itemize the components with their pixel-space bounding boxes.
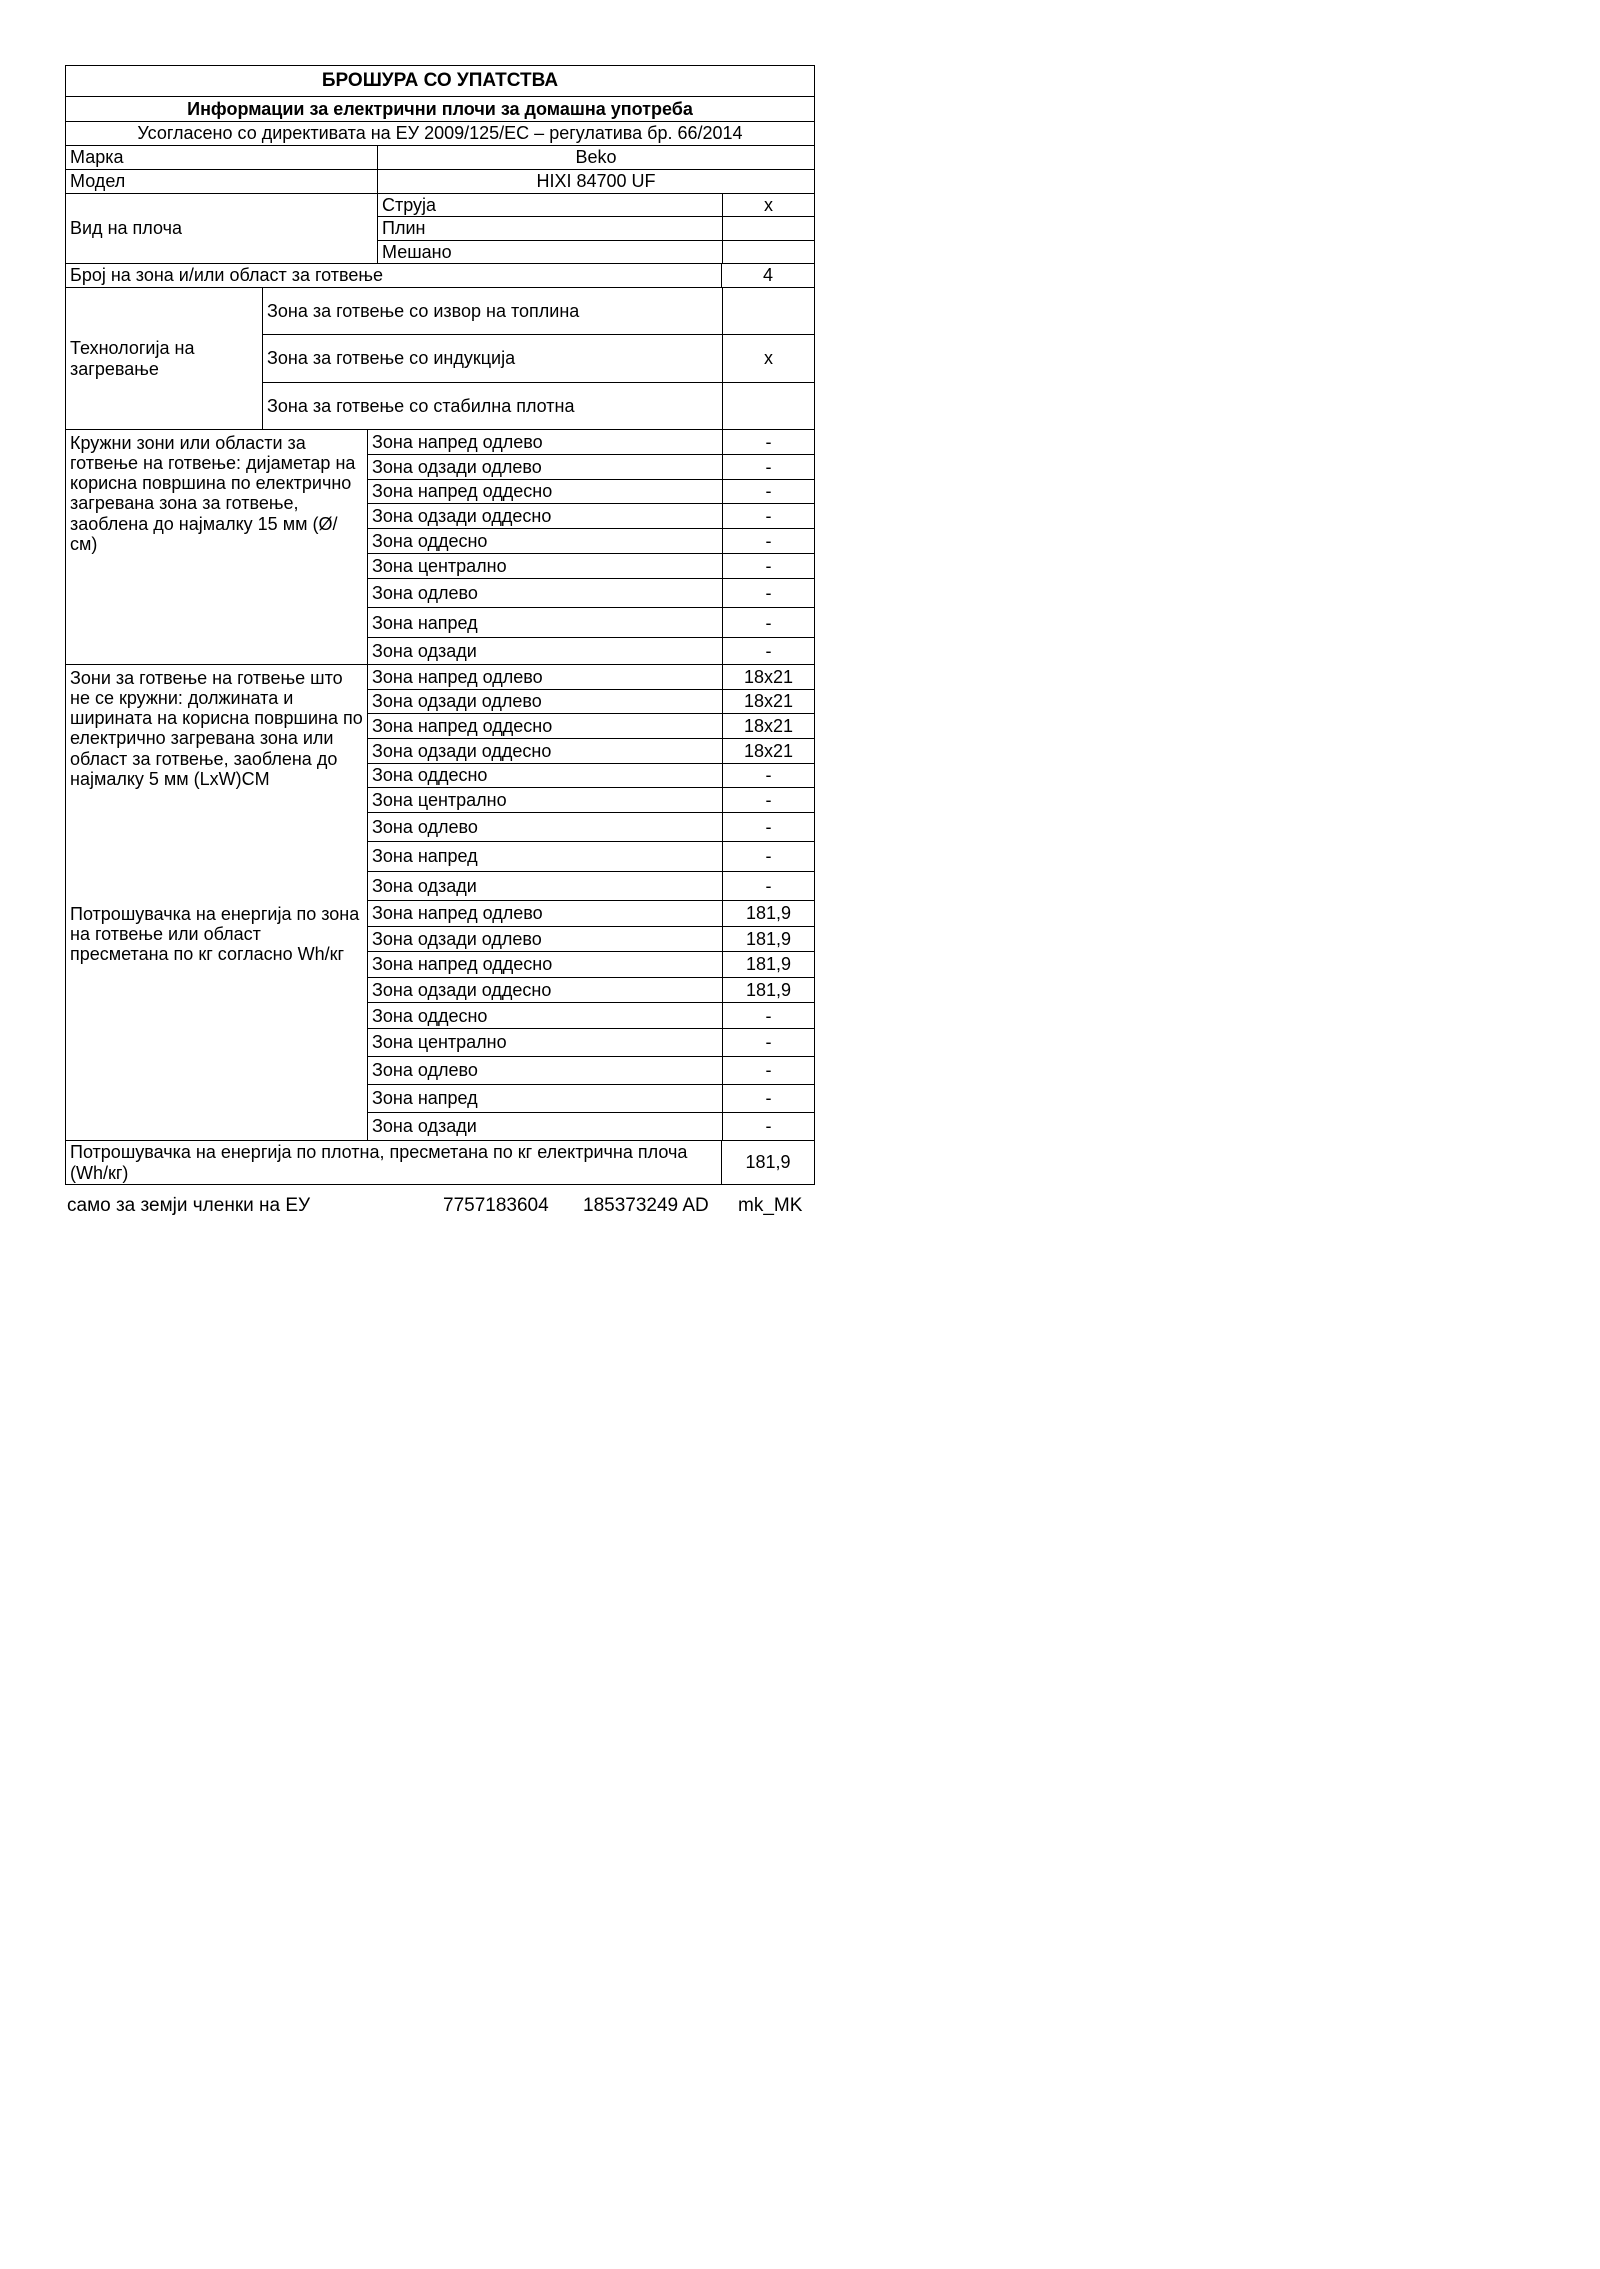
zone-name: Зона оддесно [372,1005,488,1026]
hob-type-option-value [722,217,814,239]
zone-value: - [722,638,814,664]
hob-type-label: Вид на плоча [70,218,182,239]
zone-row [368,713,814,738]
zone-value: - [722,1057,814,1084]
zone-name: Зона напред [372,612,478,633]
hob-type-option-name: Мешано [382,241,452,262]
zone-value: - [722,1029,814,1056]
zone-name: Зона централно [372,555,507,576]
heating-tech-option-name: Зона за готвење со извор на топлина [267,301,580,322]
zone-row [368,951,814,977]
zone-row [368,841,814,870]
hob-type-option-name: Плин [382,218,426,239]
page-title: БРОШУРА СО УПАТСТВА [321,70,559,92]
zone-row [368,1084,814,1112]
footer-locale: mk_MK [738,1195,803,1216]
zone-row [368,763,814,788]
zone-value: 181,9 [722,952,814,977]
zone-row [368,430,814,454]
noncircular-zones-rows [367,665,814,901]
zone-row [368,1028,814,1056]
directive-row [65,122,815,146]
zone-value: 18x21 [722,665,814,689]
zones-count-label: Број на зона и/или област за готвење [70,265,384,286]
zone-value: 18x21 [722,739,814,763]
zone-row [368,689,814,714]
energy-hob-label: Потрошувачка на енергија по плотна, пресметана по кг електрична плоча (Wh/кг) [70,1142,688,1183]
circular-zones-rows [367,430,814,664]
zone-value: 18x21 [722,714,814,738]
zone-value: - [722,764,814,788]
zone-value: - [722,1113,814,1140]
zone-name: Зона одзади одлево [372,691,542,712]
zone-value: - [722,1085,814,1112]
hob-type-option [378,216,814,239]
zone-name: Зона напред оддесно [372,954,553,975]
footer-code-1: 7757183604 [443,1195,549,1216]
directive-text: Усогласено со директивата на ЕУ 2009/125/ЕС – регулатива бр. 66/2014 [137,123,743,144]
zone-row [368,871,814,900]
zone-value: - [722,608,814,637]
circular-zones-label: Кружни зони или области за готвење на готвење: дијаметар на корисна површина по електрично загревана зона за готвење, заоблена до најмалку 15 мм (Ø/см) [70,433,356,554]
zone-name: Зона одзади [372,640,477,661]
hob-type-option-value: x [722,194,814,216]
zones-count-value: 4 [721,264,814,287]
page-subtitle: Информации за електрични плочи за домашна употреба [187,98,693,119]
zone-value: - [722,430,814,454]
energy-zones-rows [367,901,814,1140]
subtitle-row [65,97,815,122]
hob-type-option-value [722,241,814,263]
zone-row [368,553,814,578]
zone-value: - [722,813,814,841]
zone-row [368,479,814,504]
hob-type-row [65,194,815,264]
zone-name: Зона напред [372,846,478,867]
zone-value: - [722,842,814,870]
heating-tech-option [263,288,814,334]
zone-name: Зона оддесно [372,765,488,786]
brand-label: Марка [70,147,124,168]
zone-name: Зона централно [372,1032,507,1053]
model-value: HIXI 84700 UF [377,170,814,193]
zone-row [368,926,814,952]
heating-tech-option [263,382,814,429]
brand-row [65,146,815,170]
zone-row [368,528,814,553]
zone-name: Зона напред [372,1088,478,1109]
heating-tech-label: Технологија на загревање [70,338,195,379]
zone-name: Зона одзади [372,875,477,896]
zone-name: Зона напред одлево [372,903,543,924]
zone-name: Зона напред одлево [372,431,543,452]
zone-name: Зона напред оддесно [372,716,553,737]
zone-value: 181,9 [722,927,814,952]
energy-zones-label: Потрошувачка на енергија по зона на готвење или област пресметана по кг согласно Wh/кг [70,904,360,965]
footer-note: само за земји членки на ЕУ [67,1195,311,1216]
zone-value: 181,9 [722,901,814,926]
zone-value: - [722,872,814,900]
model-row [65,170,815,194]
zone-name: Зона одзади оддесно [372,740,552,761]
heating-tech-option-value: x [722,335,814,381]
zone-row [368,454,814,479]
zone-row [368,1002,814,1028]
zone-value: - [722,480,814,504]
zone-row [368,503,814,528]
circular-zones-group [65,430,815,665]
zone-value: 181,9 [722,978,814,1003]
zone-value: - [722,579,814,608]
zone-row [368,787,814,812]
zone-value: - [722,455,814,479]
zone-row [368,637,814,664]
zone-row [368,812,814,841]
zone-name: Зона напред оддесно [372,481,553,502]
zone-value: - [722,1003,814,1028]
zone-row [368,977,814,1003]
energy-hob-row [65,1141,815,1185]
heating-tech-option [263,334,814,381]
title-row [65,65,815,97]
zone-name: Зона одлево [372,582,478,603]
footer-code-2: 185373249 AD [583,1195,709,1216]
zone-value: - [722,554,814,578]
noncircular-zones-label: Зони за готвење на готвење што не се кружни: должината и ширината на корисна површина по електрично загревана зона или област за готвење, заоблена до најмалку 5 мм (LxW)CM [70,668,363,789]
heating-tech-option-name: Зона за готвење со стабилна плотна [267,395,575,416]
heating-tech-options [262,288,814,429]
zone-row [368,607,814,637]
energy-zones-group [65,901,815,1141]
footer [65,1195,815,1216]
heating-tech-row [65,288,815,430]
zone-name: Зона централно [372,789,507,810]
zone-row [368,1112,814,1140]
zone-value: - [722,504,814,528]
energy-hob-value: 181,9 [721,1141,814,1184]
zone-name: Зона одлево [372,1060,478,1081]
heating-tech-option-value [722,288,814,334]
zone-name: Зона одзади одлево [372,928,542,949]
zone-row [368,738,814,763]
heating-tech-option-name: Зона за готвење со индукција [267,348,516,369]
zone-name: Зона оддесно [372,531,488,551]
zone-name: Зона одзади оддесно [372,506,552,527]
brand-value: Beko [377,146,814,169]
model-label: Модел [70,171,126,192]
zone-row [368,578,814,608]
hob-type-option [378,194,814,216]
zone-value: - [722,788,814,812]
zone-name: Зона одзади [372,1116,477,1137]
zone-row [368,665,814,689]
hob-type-option [378,240,814,263]
zone-row [368,1056,814,1084]
product-fiche [65,65,815,1216]
noncircular-zones-group [65,665,815,901]
zone-row [368,901,814,926]
zone-name: Зона одлево [372,816,478,837]
hob-type-options [377,194,814,263]
zone-name: Зона одзади оддесно [372,979,552,1000]
zone-value: 18x21 [722,690,814,714]
zone-value: - [722,529,814,553]
hob-type-option-name: Струја [382,195,437,216]
zone-name: Зона напред одлево [372,666,543,687]
zones-count-row [65,264,815,288]
heating-tech-option-value [722,383,814,429]
zone-name: Зона одзади одлево [372,456,542,477]
